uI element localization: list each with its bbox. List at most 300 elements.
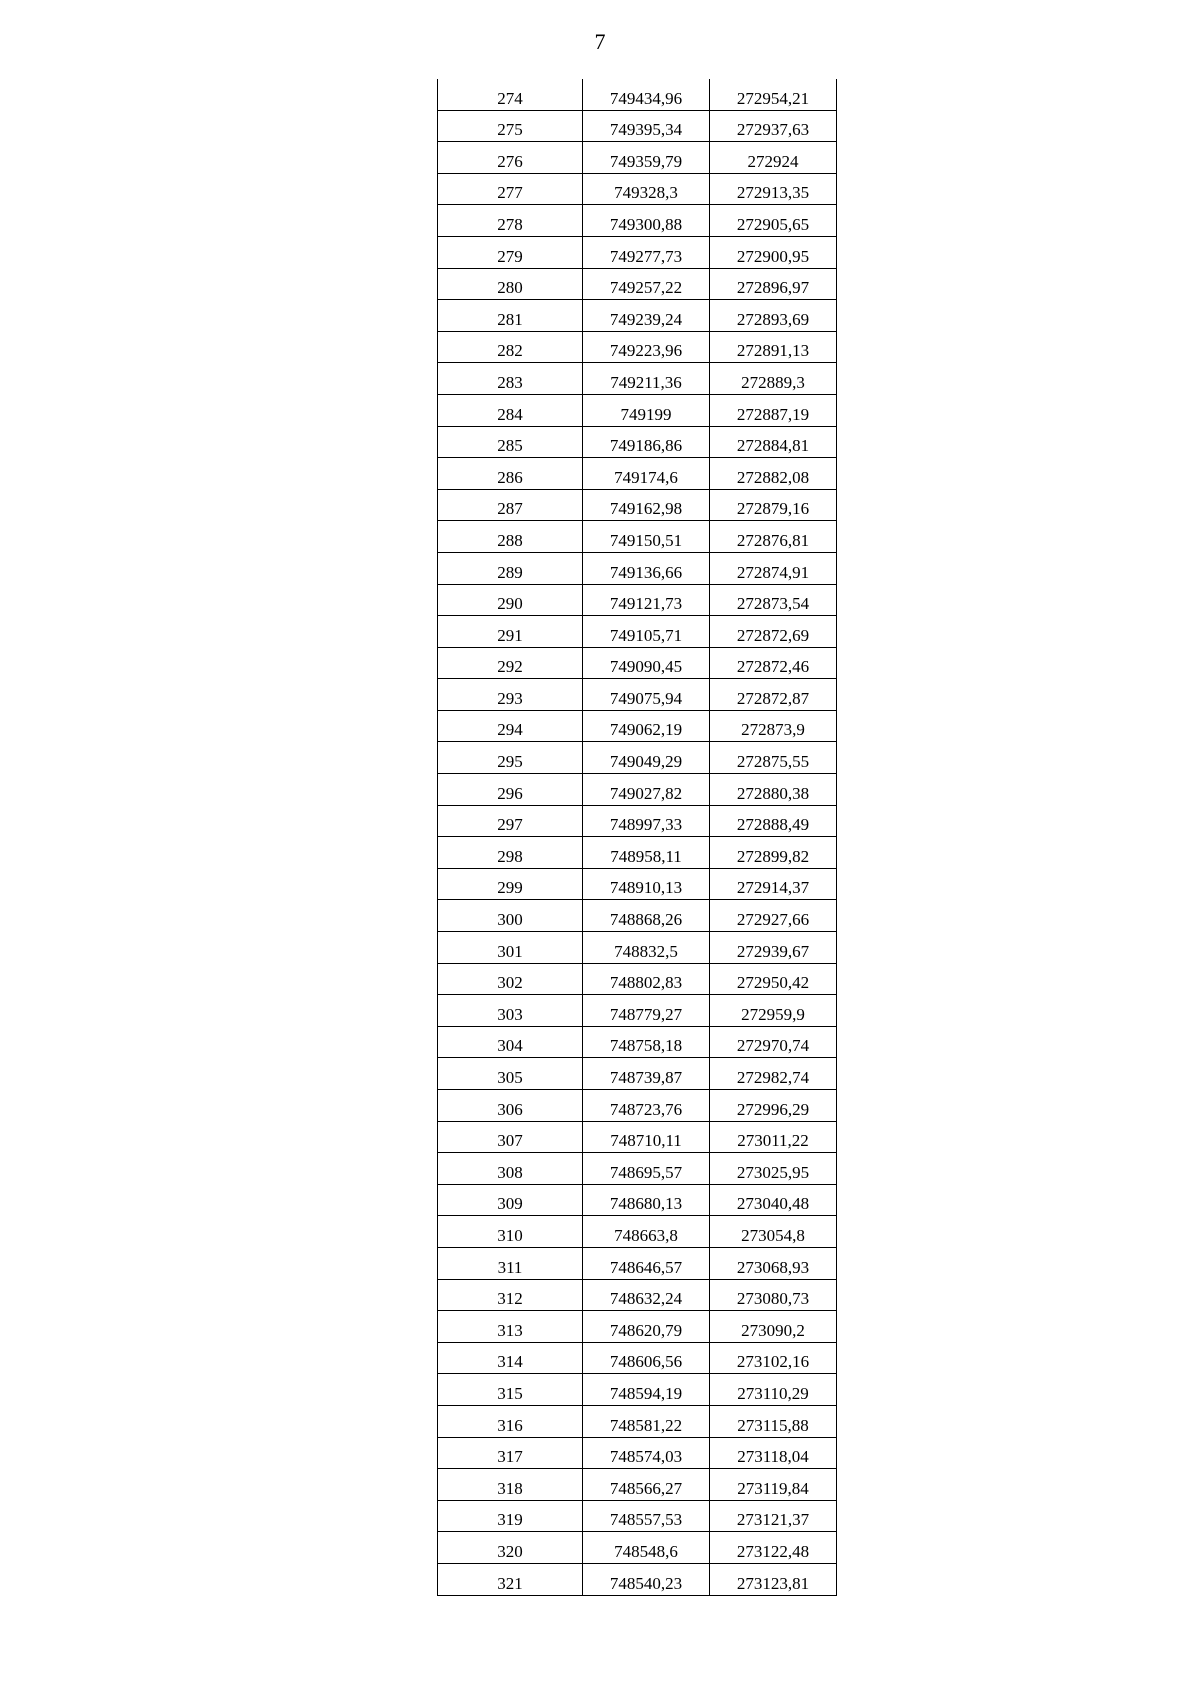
x-coordinate-cell — [583, 552, 710, 584]
cell-text: 749121,73 — [609, 594, 683, 614]
point-number-cell — [438, 932, 583, 964]
point-number-cell — [438, 1121, 583, 1153]
cell-text: 273122,48 — [736, 1541, 810, 1561]
point-number-cell — [438, 268, 583, 300]
cell-text: 272872,46 — [736, 657, 810, 677]
cell-text: 273119,84 — [737, 1478, 809, 1498]
x-coordinate-cell — [583, 1374, 710, 1406]
point-number-cell — [438, 963, 583, 995]
cell-text: 272900,95 — [736, 246, 810, 266]
point-number-cell — [438, 1026, 583, 1058]
point-number-cell — [438, 837, 583, 869]
y-coordinate-cell — [710, 110, 837, 142]
cell-text: 273115,88 — [737, 1415, 809, 1435]
cell-text: 275 — [497, 120, 523, 140]
y-coordinate-cell — [710, 1437, 837, 1469]
cell-text: 291 — [497, 625, 523, 645]
cell-text: 272913,35 — [736, 183, 810, 203]
y-coordinate-cell — [710, 679, 837, 711]
cell-text: 294 — [497, 720, 523, 740]
point-number-cell — [438, 1532, 583, 1564]
point-number-cell — [438, 1469, 583, 1501]
table-row — [438, 774, 837, 806]
x-coordinate-cell — [583, 331, 710, 363]
cell-text: 285 — [497, 436, 523, 456]
point-number-cell — [438, 1563, 583, 1595]
point-number-cell — [438, 616, 583, 648]
y-coordinate-cell — [710, 1500, 837, 1532]
cell-text: 281 — [497, 309, 523, 329]
table-row — [438, 458, 837, 490]
x-coordinate-cell — [583, 837, 710, 869]
cell-text: 298 — [497, 846, 523, 866]
point-number-cell — [438, 426, 583, 458]
cell-text: 748663,8 — [614, 1225, 678, 1245]
cell-text: 748548,6 — [614, 1541, 678, 1561]
cell-text: 272914,37 — [736, 878, 810, 898]
table-row — [438, 394, 837, 426]
point-number-cell — [438, 710, 583, 742]
cell-text: 272889,3 — [741, 372, 805, 392]
y-coordinate-cell — [710, 1184, 837, 1216]
y-coordinate-cell — [710, 805, 837, 837]
x-coordinate-cell — [583, 142, 710, 174]
cell-text: 749211,36 — [610, 372, 682, 392]
table-row — [438, 710, 837, 742]
y-coordinate-cell — [710, 647, 837, 679]
cell-text: 273090,2 — [741, 1320, 805, 1340]
cell-text: 749075,94 — [609, 688, 683, 708]
y-coordinate-cell — [710, 1469, 837, 1501]
cell-text: 748802,83 — [609, 973, 683, 993]
table-row — [438, 331, 837, 363]
point-number-cell — [438, 1090, 583, 1122]
point-number-cell — [438, 1279, 583, 1311]
y-coordinate-cell — [710, 1153, 837, 1185]
cell-text: 296 — [497, 783, 523, 803]
table-row — [438, 805, 837, 837]
table-row — [438, 142, 837, 174]
table-row — [438, 868, 837, 900]
x-coordinate-cell — [583, 1279, 710, 1311]
cell-text: 272873,54 — [736, 594, 810, 614]
table-row — [438, 742, 837, 774]
cell-text: 749150,51 — [609, 530, 683, 550]
cell-text: 316 — [497, 1415, 523, 1435]
point-number-cell — [438, 995, 583, 1027]
table-row — [438, 1437, 837, 1469]
cell-text: 314 — [497, 1352, 523, 1372]
table-row — [438, 1058, 837, 1090]
table-row — [438, 300, 837, 332]
cell-text: 297 — [497, 815, 523, 835]
cell-text: 301 — [497, 941, 523, 961]
cell-text: 749434,96 — [609, 88, 683, 108]
cell-text: 272954,21 — [736, 88, 810, 108]
cell-text: 272891,13 — [736, 341, 810, 361]
y-coordinate-cell — [710, 363, 837, 395]
table-row — [438, 268, 837, 300]
point-number-cell — [438, 1311, 583, 1343]
cell-text: 749090,45 — [609, 657, 683, 677]
y-coordinate-cell — [710, 489, 837, 521]
table-row — [438, 1121, 837, 1153]
table-row — [438, 1311, 837, 1343]
y-coordinate-cell — [710, 837, 837, 869]
cell-text: 290 — [497, 594, 523, 614]
point-number-cell — [438, 1058, 583, 1090]
table-row — [438, 1216, 837, 1248]
y-coordinate-cell — [710, 1026, 837, 1058]
cell-text: 272937,63 — [736, 120, 810, 140]
point-number-cell — [438, 584, 583, 616]
y-coordinate-cell — [710, 774, 837, 806]
coordinates-table — [437, 79, 837, 1596]
cell-text: 272927,66 — [736, 910, 810, 930]
x-coordinate-cell — [583, 1184, 710, 1216]
y-coordinate-cell — [710, 173, 837, 205]
cell-text: 277 — [497, 183, 523, 203]
cell-text: 318 — [497, 1478, 523, 1498]
cell-text: 748581,22 — [609, 1415, 683, 1435]
cell-text: 276 — [497, 151, 523, 171]
cell-text: 307 — [497, 1131, 523, 1151]
cell-text: 272959,9 — [741, 1004, 805, 1024]
point-number-cell — [438, 489, 583, 521]
table-row — [438, 932, 837, 964]
cell-text: 749199 — [620, 404, 672, 424]
y-coordinate-cell — [710, 710, 837, 742]
table-row — [438, 1153, 837, 1185]
cell-text: 283 — [497, 372, 523, 392]
cell-text: 273011,22 — [737, 1131, 809, 1151]
x-coordinate-cell — [583, 489, 710, 521]
cell-text: 273040,48 — [736, 1194, 810, 1214]
table-row — [438, 679, 837, 711]
cell-text: 315 — [497, 1383, 523, 1403]
cell-text: 272872,87 — [736, 688, 810, 708]
page-number: 7 — [594, 29, 606, 54]
y-coordinate-cell — [710, 900, 837, 932]
x-coordinate-cell — [583, 394, 710, 426]
cell-text: 284 — [497, 404, 523, 424]
point-number-cell — [438, 79, 583, 110]
y-coordinate-cell — [710, 205, 837, 237]
cell-text: 310 — [497, 1225, 523, 1245]
cell-text: 748758,18 — [609, 1036, 683, 1056]
cell-text: 749223,96 — [609, 341, 683, 361]
cell-text: 272882,08 — [736, 467, 810, 487]
cell-text: 302 — [497, 973, 523, 993]
table-row — [438, 584, 837, 616]
point-number-cell — [438, 1247, 583, 1279]
cell-text: 749027,82 — [609, 783, 683, 803]
point-number-cell — [438, 900, 583, 932]
x-coordinate-cell — [583, 1405, 710, 1437]
point-number-cell — [438, 394, 583, 426]
point-number-cell — [438, 1405, 583, 1437]
x-coordinate-cell — [583, 932, 710, 964]
cell-text: 272893,69 — [736, 309, 810, 329]
cell-text: 308 — [497, 1162, 523, 1182]
cell-text: 749062,19 — [609, 720, 683, 740]
x-coordinate-cell — [583, 805, 710, 837]
cell-text: 748557,53 — [609, 1510, 683, 1530]
x-coordinate-cell — [583, 774, 710, 806]
cell-text: 279 — [497, 246, 523, 266]
point-number-cell — [438, 1500, 583, 1532]
point-number-cell — [438, 805, 583, 837]
y-coordinate-cell — [710, 300, 837, 332]
cell-text: 272924 — [747, 151, 799, 171]
table-row — [438, 552, 837, 584]
cell-text: 292 — [497, 657, 523, 677]
point-number-cell — [438, 647, 583, 679]
y-coordinate-cell — [710, 1279, 837, 1311]
cell-text: 278 — [497, 214, 523, 234]
cell-text: 312 — [497, 1289, 523, 1309]
cell-text: 748723,76 — [609, 1099, 683, 1119]
cell-text: 272879,16 — [736, 499, 810, 519]
y-coordinate-cell — [710, 1090, 837, 1122]
cell-text: 287 — [497, 499, 523, 519]
cell-text: 272873,9 — [741, 720, 805, 740]
point-number-cell — [438, 110, 583, 142]
cell-text: 748594,19 — [609, 1383, 683, 1403]
cell-text: 272950,42 — [736, 973, 810, 993]
table-row — [438, 1342, 837, 1374]
x-coordinate-cell — [583, 1058, 710, 1090]
cell-text: 272887,19 — [736, 404, 810, 424]
cell-text: 748632,24 — [609, 1289, 683, 1309]
y-coordinate-cell — [710, 552, 837, 584]
x-coordinate-cell — [583, 79, 710, 110]
y-coordinate-cell — [710, 995, 837, 1027]
cell-text: 320 — [497, 1541, 523, 1561]
cell-text: 749359,79 — [609, 151, 683, 171]
y-coordinate-cell — [710, 1374, 837, 1406]
table-row — [438, 1279, 837, 1311]
table-row — [438, 837, 837, 869]
cell-text: 749395,34 — [609, 120, 683, 140]
table-row — [438, 963, 837, 995]
point-number-cell — [438, 742, 583, 774]
table-row — [438, 79, 837, 110]
y-coordinate-cell — [710, 1058, 837, 1090]
y-coordinate-cell — [710, 1216, 837, 1248]
cell-text: 321 — [497, 1573, 523, 1593]
cell-text: 272888,49 — [736, 815, 810, 835]
point-number-cell — [438, 205, 583, 237]
x-coordinate-cell — [583, 205, 710, 237]
table-row — [438, 1469, 837, 1501]
point-number-cell — [438, 173, 583, 205]
cell-text: 749328,3 — [614, 183, 678, 203]
x-coordinate-cell — [583, 963, 710, 995]
point-number-cell — [438, 1374, 583, 1406]
y-coordinate-cell — [710, 142, 837, 174]
table-row — [438, 1500, 837, 1532]
cell-text: 748997,33 — [609, 815, 683, 835]
x-coordinate-cell — [583, 173, 710, 205]
y-coordinate-cell — [710, 394, 837, 426]
y-coordinate-cell — [710, 1121, 837, 1153]
point-number-cell — [438, 363, 583, 395]
x-coordinate-cell — [583, 710, 710, 742]
x-coordinate-cell — [583, 742, 710, 774]
cell-text: 273068,93 — [736, 1257, 810, 1277]
x-coordinate-cell — [583, 110, 710, 142]
x-coordinate-cell — [583, 1121, 710, 1153]
y-coordinate-cell — [710, 236, 837, 268]
table-row — [438, 1090, 837, 1122]
y-coordinate-cell — [710, 742, 837, 774]
cell-text: 273054,8 — [741, 1225, 805, 1245]
point-number-cell — [438, 236, 583, 268]
cell-text: 748710,11 — [610, 1131, 682, 1151]
table-row — [438, 616, 837, 648]
y-coordinate-cell — [710, 1311, 837, 1343]
table-row — [438, 1247, 837, 1279]
cell-text: 748958,11 — [610, 846, 682, 866]
point-number-cell — [438, 1216, 583, 1248]
y-coordinate-cell — [710, 584, 837, 616]
point-number-cell — [438, 300, 583, 332]
cell-text: 309 — [497, 1194, 523, 1214]
y-coordinate-cell — [710, 268, 837, 300]
point-number-cell — [438, 458, 583, 490]
cell-text: 300 — [497, 910, 523, 930]
table-row — [438, 110, 837, 142]
y-coordinate-cell — [710, 1247, 837, 1279]
cell-text: 306 — [497, 1099, 523, 1119]
table-row — [438, 1532, 837, 1564]
cell-text: 272982,74 — [736, 1068, 810, 1087]
cell-text: 311 — [497, 1257, 523, 1277]
cell-text: 272939,67 — [736, 941, 810, 961]
x-coordinate-cell — [583, 426, 710, 458]
cell-text: 748868,26 — [609, 910, 683, 930]
table-row — [438, 363, 837, 395]
y-coordinate-cell — [710, 1342, 837, 1374]
cell-text: 319 — [497, 1510, 523, 1530]
x-coordinate-cell — [583, 1532, 710, 1564]
cell-text: 295 — [497, 752, 523, 772]
y-coordinate-cell — [710, 868, 837, 900]
cell-text: 303 — [497, 1004, 523, 1024]
x-coordinate-cell — [583, 868, 710, 900]
cell-text: 305 — [497, 1068, 523, 1087]
cell-text: 749186,86 — [609, 436, 683, 456]
cell-text: 274 — [497, 88, 523, 108]
cell-text: 273102,16 — [736, 1352, 810, 1372]
cell-text: 272884,81 — [736, 436, 810, 456]
x-coordinate-cell — [583, 679, 710, 711]
table-row — [438, 900, 837, 932]
cell-text: 272905,65 — [736, 214, 810, 234]
cell-text: 272874,91 — [736, 562, 810, 582]
y-coordinate-cell — [710, 458, 837, 490]
cell-text: 749277,73 — [609, 246, 683, 266]
cell-text: 272970,74 — [736, 1036, 810, 1056]
cell-text: 299 — [497, 878, 523, 898]
y-coordinate-cell — [710, 426, 837, 458]
table-row — [438, 521, 837, 553]
cell-text: 280 — [497, 278, 523, 298]
x-coordinate-cell — [583, 584, 710, 616]
cell-text: 313 — [497, 1320, 523, 1340]
cell-text: 749136,66 — [609, 562, 683, 582]
point-number-cell — [438, 1153, 583, 1185]
cell-text: 748606,56 — [609, 1352, 683, 1372]
table-row — [438, 1563, 837, 1595]
x-coordinate-cell — [583, 300, 710, 332]
cell-text: 748695,57 — [609, 1162, 683, 1182]
point-number-cell — [438, 868, 583, 900]
point-number-cell — [438, 774, 583, 806]
table-row — [438, 236, 837, 268]
x-coordinate-cell — [583, 458, 710, 490]
cell-text: 272880,38 — [736, 783, 810, 803]
point-number-cell — [438, 142, 583, 174]
cell-text: 273121,37 — [736, 1510, 810, 1530]
cell-text: 272896,97 — [736, 278, 810, 298]
coordinates-table-body — [438, 79, 837, 1595]
x-coordinate-cell — [583, 1500, 710, 1532]
y-coordinate-cell — [710, 1563, 837, 1595]
x-coordinate-cell — [583, 521, 710, 553]
point-number-cell — [438, 331, 583, 363]
x-coordinate-cell — [583, 1026, 710, 1058]
cell-text: 748779,27 — [609, 1004, 683, 1024]
table-row — [438, 1374, 837, 1406]
cell-text: 317 — [497, 1447, 523, 1467]
cell-text: 749174,6 — [614, 467, 678, 487]
x-coordinate-cell — [583, 1563, 710, 1595]
x-coordinate-cell — [583, 1342, 710, 1374]
y-coordinate-cell — [710, 79, 837, 110]
table-row — [438, 489, 837, 521]
cell-text: 272876,81 — [736, 530, 810, 550]
cell-text: 749162,98 — [609, 499, 683, 519]
table-row — [438, 1405, 837, 1437]
point-number-cell — [438, 1184, 583, 1216]
cell-text: 272875,55 — [736, 752, 810, 772]
cell-text: 273080,73 — [736, 1289, 810, 1309]
cell-text: 273025,95 — [736, 1162, 810, 1182]
cell-text: 289 — [497, 562, 523, 582]
cell-text: 749049,29 — [609, 752, 683, 772]
y-coordinate-cell — [710, 963, 837, 995]
cell-text: 288 — [497, 530, 523, 550]
point-number-cell — [438, 552, 583, 584]
cell-text: 748680,13 — [609, 1194, 683, 1214]
point-number-cell — [438, 1342, 583, 1374]
cell-text: 273118,04 — [737, 1447, 809, 1467]
x-coordinate-cell — [583, 236, 710, 268]
x-coordinate-cell — [583, 1216, 710, 1248]
y-coordinate-cell — [710, 932, 837, 964]
x-coordinate-cell — [583, 1247, 710, 1279]
cell-text: 749257,22 — [609, 278, 683, 298]
table-row — [438, 1184, 837, 1216]
cell-text: 272996,29 — [736, 1099, 810, 1119]
x-coordinate-cell — [583, 1153, 710, 1185]
y-coordinate-cell — [710, 1532, 837, 1564]
table-row — [438, 426, 837, 458]
cell-text: 272872,69 — [736, 625, 810, 645]
cell-text: 748574,03 — [609, 1447, 683, 1467]
